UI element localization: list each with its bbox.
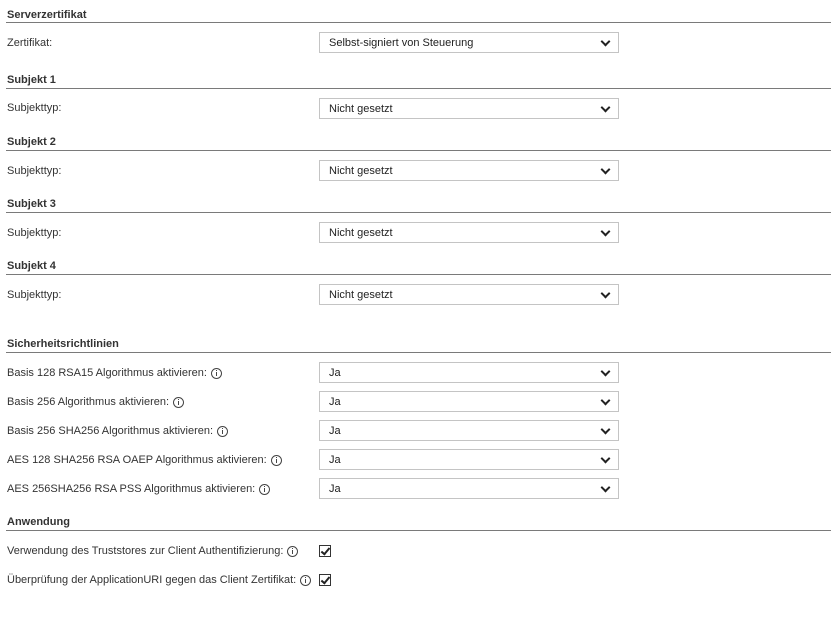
policy-basic256-label [7,396,184,408]
truststore-client-auth-label-text: Verwendung des Truststores zur Client Authentifizierung: [7,545,284,557]
info-circle-icon[interactable] [211,368,222,379]
policy-basic256sha256-select[interactable] [319,420,619,441]
policy-basic128rsa15-select-value: Ja [329,366,341,379]
certificate-select-value: Selbst-signiert von Steuerung [329,36,474,49]
certificate-label [7,37,52,49]
policy-basic256-select-value: Ja [329,395,341,408]
info-circle-icon[interactable] [287,546,298,557]
info-circle-icon[interactable] [173,397,184,408]
section-divider [6,274,831,275]
subject-1-type-select-value: Nicht gesetzt [329,102,393,115]
subject-1-type-select[interactable] [319,98,619,119]
policy-basic128rsa15-label-text: Basis 128 RSA15 Algorithmus aktivieren: [7,367,207,379]
policy-basic256-select[interactable] [319,391,619,412]
policy-aes128-sha256-rsaoaep-select-value: Ja [329,453,341,466]
section-divider [6,150,831,151]
section-title-subject-1: Subjekt 1 [7,74,56,86]
chevron-down-icon [601,165,611,175]
info-circle-icon[interactable] [271,455,282,466]
policy-basic128rsa15-select[interactable] [319,362,619,383]
chevron-down-icon [601,227,611,237]
policy-basic256sha256-label [7,425,228,437]
section-divider [6,352,831,353]
chevron-down-icon [601,37,611,47]
chevron-down-icon [601,289,611,299]
policy-basic256-label-text: Basis 256 Algorithmus aktivieren: [7,396,170,408]
policy-basic128rsa15-label [7,367,222,379]
subject-4-type-label-text: Subjekttyp: [7,289,62,301]
subject-3-type-select[interactable] [319,222,619,243]
truststore-client-auth-checkbox[interactable] [319,545,331,557]
subject-1-type-label [7,102,61,114]
applicationuri-check-checkbox[interactable] [319,574,331,586]
section-divider [6,22,831,23]
chevron-down-icon [601,396,611,406]
certificate-select[interactable] [319,32,619,53]
subject-3-type-label-text: Subjekttyp: [7,227,62,239]
info-circle-icon[interactable] [217,426,228,437]
info-circle-icon[interactable] [259,484,270,495]
section-title-application: Anwendung [7,516,70,528]
policy-aes256-sha256-rsapss-select-value: Ja [329,482,341,495]
subject-3-type-select-value: Nicht gesetzt [329,226,393,239]
subject-1-type-label-text: Subjekttyp: [7,102,62,114]
section-title-subject-2: Subjekt 2 [7,136,56,148]
info-circle-icon[interactable] [300,575,311,586]
subject-4-type-select[interactable] [319,284,619,305]
policy-aes128-sha256-rsaoaep-label-text: AES 128 SHA256 RSA OAEP Algorithmus aktivieren: [7,454,267,466]
subject-3-type-label [7,227,61,239]
chevron-down-icon [601,103,611,113]
policy-aes256-sha256-rsapss-label-text: AES 256SHA256 RSA PSS Algorithmus aktivieren: [7,483,256,495]
subject-4-type-select-value: Nicht gesetzt [329,288,393,301]
chevron-down-icon [601,483,611,493]
applicationuri-check-label [7,574,311,586]
applicationuri-check-label-text: Überprüfung der ApplicationURI gegen das Client Zertifikat: [7,574,297,586]
policy-basic256sha256-label-text: Basis 256 SHA256 Algorithmus aktivieren: [7,425,214,437]
subject-2-type-label-text: Subjekttyp: [7,165,62,177]
policy-aes256-sha256-rsapss-select[interactable] [319,478,619,499]
subject-2-type-select-value: Nicht gesetzt [329,164,393,177]
section-title-subject-3: Subjekt 3 [7,198,56,210]
section-title-server-certificate: Serverzertifikat [7,9,87,21]
section-divider [6,530,831,531]
section-divider [6,212,831,213]
certificate-label-text: Zertifikat: [7,37,53,49]
section-title-subject-4: Subjekt 4 [7,260,56,272]
section-divider [6,88,831,89]
chevron-down-icon [601,454,611,464]
chevron-down-icon [601,367,611,377]
policy-aes128-sha256-rsaoaep-label [7,454,282,466]
policy-aes256-sha256-rsapss-label [7,483,270,495]
subject-2-type-select[interactable] [319,160,619,181]
subject-4-type-label [7,289,61,301]
subject-2-type-label [7,165,61,177]
section-title-security-policies: Sicherheitsrichtlinien [7,338,119,350]
chevron-down-icon [601,425,611,435]
policy-aes128-sha256-rsaoaep-select[interactable] [319,449,619,470]
policy-basic256sha256-select-value: Ja [329,424,341,437]
truststore-client-auth-label [7,545,298,557]
